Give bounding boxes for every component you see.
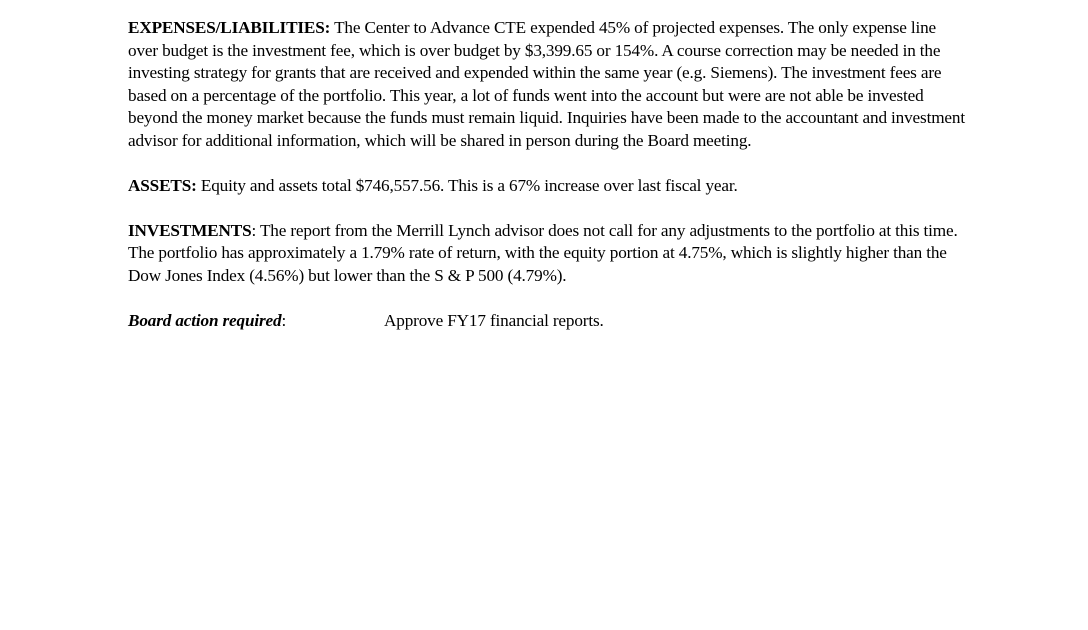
investments-text: : The report from the Merrill Lynch advisor does not call for any adjustments to the portfolio at this time. The portfolio has approximately a 1.79% rate of return, with the equity portion at 4.75%, which is slightly higher than the Dow Jones Index (4.56%) but lower than the S & P 500 (4.79%). [128, 220, 958, 285]
expenses-text: The Center to Advance CTE expended 45% of projected expenses. The only expense line over budget is the investment fee, which is over budget by $3,399.65 or 154%. A course correction may be needed in the investing strategy for grants that are received and expended within the same year (e.g. Siemens). The investment fees are based on a percentage of the portfolio. This year, a lot of funds went into the account but were are not able be invested beyond the money market because the funds must remain liquid. Inquiries have been made to the accountant and investment advisor for additional information, which will be shared in person during the Board meeting. [128, 18, 965, 150]
investments-heading: INVESTMENTS [128, 220, 252, 240]
board-action-row [128, 310, 968, 333]
investments-paragraph [128, 220, 968, 288]
board-action-label-cell [128, 310, 384, 333]
document-body [128, 17, 968, 332]
assets-paragraph [128, 175, 968, 198]
board-action-colon: : [281, 310, 287, 330]
assets-heading: ASSETS: [128, 175, 197, 195]
board-action-label: Board action required [128, 310, 282, 330]
board-action-value: Approve FY17 financial reports. [384, 310, 604, 330]
expenses-paragraph [128, 17, 968, 152]
expenses-heading: EXPENSES/LIABILITIES: [128, 18, 331, 37]
assets-text: Equity and assets total $746,557.56. This is a 67% increase over last fiscal year. [196, 175, 738, 195]
